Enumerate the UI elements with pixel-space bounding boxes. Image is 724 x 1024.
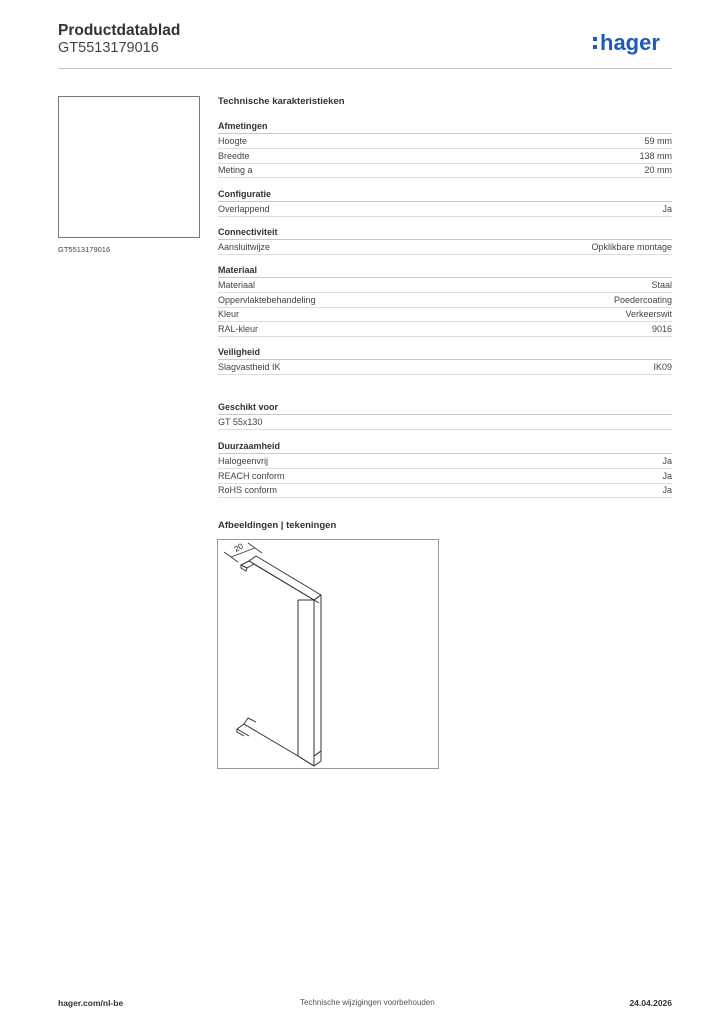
spec-label: REACH conform — [218, 470, 285, 481]
header-divider — [58, 68, 672, 69]
spec-value: 9016 — [651, 323, 672, 334]
spec-label: Oppervlaktebehandeling — [218, 294, 316, 305]
spec-row — [218, 455, 672, 469]
spec-label: Overlappend — [218, 204, 270, 214]
spec-row — [218, 150, 672, 164]
spec-label: Halogeenvrij — [218, 456, 269, 466]
spec-label: Slagvastheid IK — [218, 362, 281, 372]
section-heading: Materiaal — [218, 264, 672, 278]
specs-title: Technische karakteristieken — [218, 96, 345, 107]
spec-label: GT 55x130 — [218, 417, 263, 427]
product-code: GT5513179016 — [58, 40, 159, 56]
spec-value: Opklikbare montage — [591, 242, 672, 252]
section-heading: Connectiviteit — [218, 226, 672, 240]
spec-row — [218, 470, 672, 484]
thumbnail-caption: GT5513179016 — [58, 245, 111, 254]
section-heading: Veiligheid — [218, 346, 672, 360]
spec-value: Ja — [662, 485, 672, 495]
footer-notice: Technische wijzigingen voorbehouden — [300, 998, 435, 1007]
spec-value: 20 mm — [644, 165, 672, 175]
spec-value: 59 mm — [644, 136, 672, 146]
spec-row — [218, 164, 672, 178]
spec-row — [218, 203, 672, 217]
product-thumbnail — [58, 96, 200, 238]
spec-value: IK09 — [653, 362, 672, 372]
spec-label: Breedte — [218, 150, 250, 161]
logo-wordmark: hager — [600, 30, 660, 55]
spec-row — [218, 323, 672, 337]
images-title: Afbeeldingen | tekeningen — [218, 520, 337, 531]
spec-label: Materiaal — [218, 280, 256, 290]
spec-row — [218, 279, 672, 293]
spec-value: Ja — [662, 456, 672, 466]
spec-value: Ja — [662, 204, 672, 214]
spec-value: 138 mm — [639, 150, 672, 161]
spec-row — [218, 241, 672, 255]
spec-row — [218, 484, 672, 498]
spec-label: Aansluitwijze — [218, 242, 271, 252]
spec-label: RoHS conform — [218, 485, 278, 495]
footer-website-link[interactable]: hager.com/nl-be — [58, 998, 124, 1008]
cover-drawing-svg — [218, 540, 438, 768]
dimension-label: 20 — [232, 541, 245, 554]
spec-label: RAL-kleur — [218, 323, 259, 334]
spec-row — [218, 294, 672, 308]
spec-row — [218, 308, 672, 322]
spec-label: Hoogte — [218, 136, 248, 146]
spec-label: Kleur — [218, 309, 240, 319]
spec-value: Ja — [662, 470, 672, 481]
section-heading: Afmetingen — [218, 120, 672, 134]
technical-drawing — [217, 539, 439, 769]
spec-value: Staal — [651, 280, 672, 290]
spec-row — [218, 361, 672, 375]
spec-row — [218, 135, 672, 149]
spec-label: Meting a — [218, 165, 253, 175]
section-heading: Geschikt voor — [218, 401, 672, 415]
section-heading: Duurzaamheid — [218, 440, 672, 454]
spec-value: Poedercoating — [613, 294, 672, 305]
spec-value: Verkeerswit — [625, 309, 672, 319]
section-heading: Configuratie — [218, 188, 672, 202]
page-title: Productdatablad — [58, 22, 181, 39]
hager-logo — [592, 26, 676, 56]
footer-date: 24.04.2026 — [629, 998, 672, 1008]
spec-row — [218, 416, 672, 430]
